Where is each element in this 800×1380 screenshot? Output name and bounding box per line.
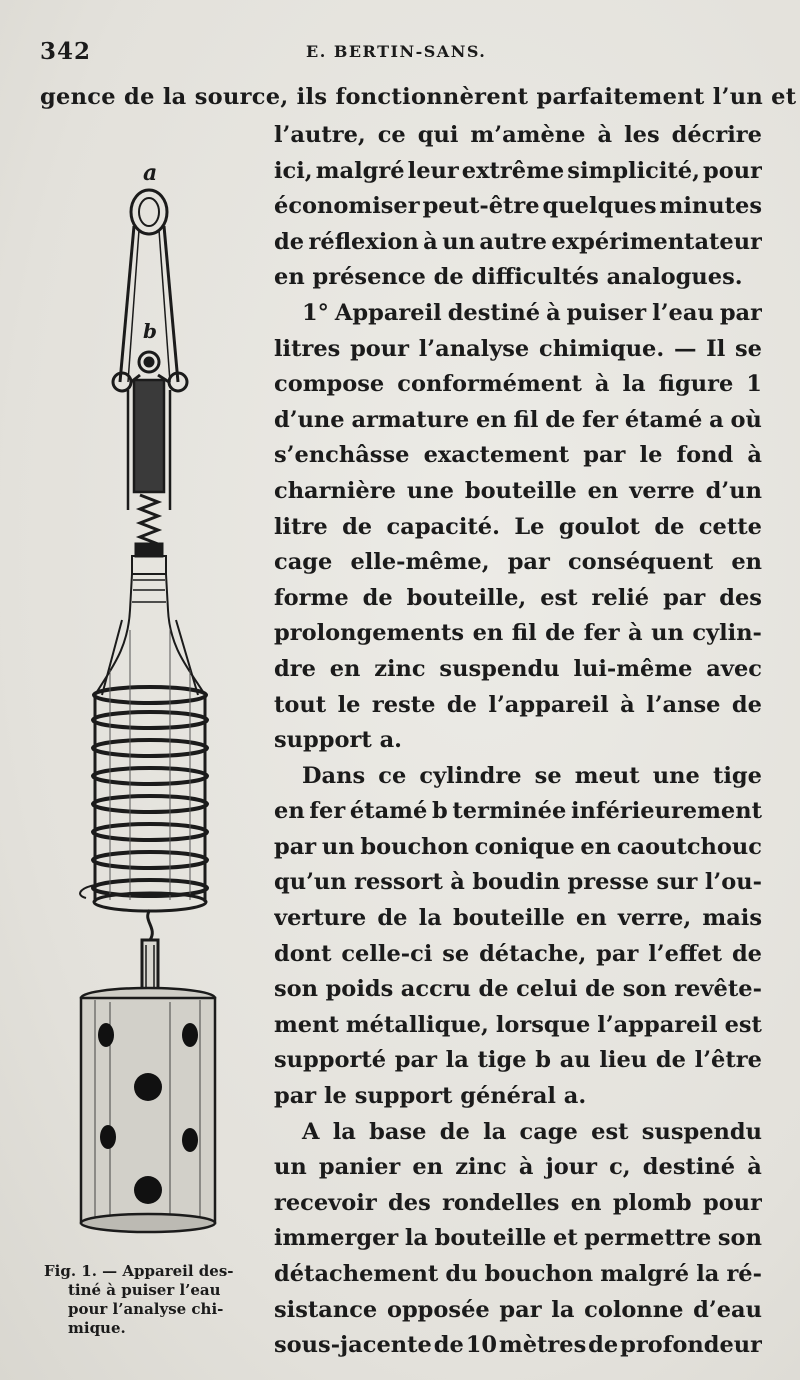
word: un	[442, 228, 475, 255]
word: la	[551, 1296, 575, 1323]
word: de	[588, 1332, 619, 1359]
word: est	[724, 1011, 762, 1038]
word: l’appareil	[488, 691, 609, 718]
text-line	[274, 1043, 762, 1079]
word: tige	[712, 762, 762, 789]
word: de	[274, 228, 305, 255]
word: de	[342, 513, 373, 540]
word: de	[545, 406, 576, 433]
word: de	[478, 976, 509, 1003]
word: A	[302, 1118, 320, 1145]
word: suspendu	[641, 1118, 762, 1145]
text-line	[274, 225, 762, 261]
word: de	[433, 1332, 464, 1359]
text-line	[274, 901, 762, 937]
word: sous-jacente	[274, 1332, 432, 1359]
word: goulot	[558, 513, 640, 540]
word: l’effet	[648, 940, 723, 967]
word: est	[591, 1118, 629, 1145]
word: celle-ci	[341, 940, 433, 967]
word: pour	[702, 1189, 762, 1216]
word: un	[651, 620, 684, 647]
word: une	[406, 477, 454, 504]
text-line	[274, 616, 762, 652]
word: en	[472, 620, 504, 647]
word: a	[709, 406, 724, 433]
word: lorsque	[495, 1011, 591, 1038]
text-line	[274, 510, 762, 546]
word: du	[445, 1261, 478, 1287]
full-width-first-line	[40, 84, 797, 110]
word: étamé	[349, 798, 428, 825]
word: prolongements	[274, 620, 465, 647]
word: supporté	[274, 1047, 387, 1074]
word: compose	[274, 371, 385, 398]
text-line	[274, 438, 762, 474]
word: mètres	[498, 1332, 587, 1359]
text-line	[274, 652, 762, 688]
word: ment	[274, 1011, 339, 1038]
word: zinc	[374, 655, 426, 682]
word: suspendu	[439, 655, 560, 682]
word: verre	[629, 477, 695, 504]
text-line	[274, 332, 762, 368]
word: armature	[351, 406, 470, 433]
word: à	[546, 299, 561, 326]
word: 1°	[302, 299, 329, 326]
first-line-text: gence de la source, ils fonctionnèrent parfaitement l’un et	[40, 84, 797, 110]
text-line: support a.	[274, 727, 402, 754]
word: en	[329, 655, 361, 682]
word: à	[620, 691, 635, 718]
word: par	[499, 1296, 542, 1323]
word: de	[585, 976, 616, 1003]
word: relié	[591, 584, 650, 611]
text-line	[274, 865, 762, 901]
word: se	[734, 335, 762, 362]
word: en	[570, 1189, 602, 1216]
word: mais	[702, 905, 762, 932]
word: la	[622, 371, 646, 398]
text-line	[274, 296, 762, 332]
word: exactement	[423, 442, 570, 469]
word: dre	[274, 655, 316, 682]
word: dont	[274, 940, 332, 967]
text-line	[274, 1293, 762, 1329]
word: b	[535, 1047, 551, 1074]
word: qu’un	[274, 869, 347, 896]
text-line: par le support général a.	[274, 1083, 587, 1110]
word: poids	[325, 976, 394, 1003]
word: d’eau	[693, 1296, 762, 1323]
word: de	[731, 691, 762, 718]
word: b	[431, 798, 448, 825]
word: à	[747, 442, 762, 469]
word: son	[622, 976, 667, 1003]
basket-hook	[142, 910, 158, 1000]
word: à	[628, 620, 643, 647]
word: la	[445, 1047, 469, 1074]
word: où	[730, 406, 762, 433]
word: à	[747, 1154, 762, 1181]
word: zinc	[455, 1154, 507, 1181]
word: bouteille	[453, 905, 565, 932]
word: forme	[274, 584, 349, 611]
text-line	[274, 1115, 762, 1151]
word: opposée	[386, 1296, 490, 1323]
word: ré-	[726, 1261, 762, 1287]
word: cylin-	[692, 620, 762, 647]
text-line	[274, 1150, 762, 1186]
word: par	[274, 833, 317, 860]
word: par	[583, 442, 626, 469]
word: en	[274, 798, 305, 825]
word: en	[576, 905, 607, 932]
word: à	[597, 122, 613, 148]
word: cage	[274, 549, 333, 576]
word: au	[559, 1047, 591, 1074]
text-line	[274, 794, 762, 830]
text-line	[274, 545, 762, 581]
word: conséquent	[567, 549, 714, 576]
word: par	[663, 584, 706, 611]
word: c,	[609, 1154, 631, 1181]
word: bouchon	[360, 833, 469, 860]
word: les	[624, 122, 660, 148]
word: son	[717, 1225, 762, 1252]
text-line	[274, 1328, 762, 1364]
word: revête-	[674, 976, 762, 1003]
word: presse	[567, 869, 650, 896]
word: la	[696, 1261, 720, 1287]
word: bouteille	[464, 477, 577, 504]
word: caoutchouc	[616, 833, 762, 860]
word: plomb	[612, 1189, 692, 1216]
figure-apparatus-illustration	[50, 150, 270, 1240]
word: fer	[582, 406, 619, 433]
word: meut	[574, 762, 640, 789]
word: l’être	[694, 1047, 762, 1074]
word: sistance	[274, 1296, 378, 1323]
word: simplicité,	[567, 157, 700, 184]
word: profondeur	[620, 1332, 762, 1359]
word: fond	[676, 442, 734, 469]
bottle-neck	[95, 556, 205, 695]
word: économiser	[274, 193, 420, 220]
word: la	[483, 1118, 507, 1145]
word: en	[731, 549, 762, 576]
text-line: en présence de difficultés analogues.	[274, 264, 743, 291]
word: Le	[514, 513, 545, 540]
word: rondelles	[442, 1189, 560, 1216]
word: de	[545, 620, 576, 647]
word: de	[439, 1118, 470, 1145]
word: un	[274, 1154, 307, 1181]
zinc-cylinder	[128, 380, 170, 510]
word: l’ou-	[704, 869, 762, 896]
word: tout	[274, 691, 327, 718]
word: cage	[519, 1118, 578, 1145]
caption-line: tiné à puiser l’eau	[68, 1281, 221, 1299]
word: sur	[656, 869, 698, 896]
text-line	[274, 403, 762, 439]
text-line	[274, 474, 762, 510]
word: fer	[583, 620, 620, 647]
word: boudin	[472, 869, 561, 896]
word: se	[534, 762, 562, 789]
coil-spring	[136, 495, 162, 556]
word: m’amène	[470, 122, 586, 148]
text-line	[274, 1257, 762, 1293]
word: cylindre	[419, 762, 522, 789]
word: à	[450, 869, 465, 896]
word: métallique,	[345, 1011, 489, 1038]
word: s’enchâsse	[274, 442, 410, 469]
word: la	[332, 1118, 356, 1145]
page-header	[40, 38, 760, 68]
text-line	[274, 937, 762, 973]
word: l’analyse	[418, 335, 530, 362]
word: charnière	[274, 477, 396, 504]
word: terminée	[452, 798, 567, 825]
word: le	[337, 691, 361, 718]
word: de	[377, 905, 408, 932]
word: 1	[746, 371, 762, 398]
word: autre	[479, 228, 547, 255]
word: permettre	[584, 1225, 712, 1252]
word: étamé	[624, 406, 703, 433]
text-line	[274, 759, 762, 795]
word: lui-même	[573, 655, 693, 682]
word: à	[423, 228, 438, 255]
word: destiné	[642, 1154, 736, 1181]
word: colonne	[584, 1296, 684, 1323]
word: destiné	[447, 299, 541, 326]
word: en	[412, 1154, 444, 1181]
word: Dans	[302, 762, 366, 789]
word: l’autre,	[274, 122, 366, 148]
running-head: E. BERTIN-SANS.	[306, 42, 487, 61]
word: elle-même,	[350, 549, 490, 576]
word: chimique.	[539, 335, 665, 362]
word: expérimentateur	[551, 228, 762, 255]
word: une	[652, 762, 700, 789]
word: capacité.	[386, 513, 500, 540]
word: ce	[377, 122, 406, 148]
text-line	[274, 972, 762, 1008]
word: —	[673, 335, 697, 362]
word: 10	[465, 1332, 497, 1359]
word: jour	[545, 1154, 597, 1181]
word: ici,	[274, 157, 313, 184]
text-line	[274, 154, 762, 190]
word: un	[321, 833, 355, 860]
word: des	[719, 584, 762, 611]
word: l’appareil	[597, 1011, 718, 1038]
word: avec	[706, 655, 762, 682]
word: conique	[474, 833, 575, 860]
figure-label-b: b	[143, 319, 157, 343]
word: d’une	[274, 406, 345, 433]
word: en	[580, 833, 612, 860]
word: minutes	[659, 193, 762, 220]
word: base	[369, 1118, 427, 1145]
word: accru	[400, 976, 471, 1003]
word: son	[274, 976, 319, 1003]
word: l’eau	[652, 299, 714, 326]
word: litre	[274, 513, 328, 540]
text-line	[274, 118, 762, 154]
word: est	[540, 584, 578, 611]
word: qui	[417, 122, 459, 148]
word: détachement	[274, 1261, 439, 1287]
word: de	[654, 513, 685, 540]
word: et	[552, 1225, 578, 1252]
word: à	[518, 1154, 534, 1181]
word: d’un	[705, 477, 762, 504]
word: pour	[703, 157, 762, 184]
word: la	[418, 905, 442, 932]
word: l’anse	[646, 691, 721, 718]
word: celui	[516, 976, 578, 1003]
text-line	[274, 1221, 762, 1257]
caption-line: Fig. 1. — Appareil des-	[44, 1262, 234, 1280]
word: réflexion	[308, 228, 419, 255]
word: en	[587, 477, 619, 504]
text-line	[274, 189, 762, 225]
text-line	[274, 581, 762, 617]
word: à	[594, 371, 610, 398]
word: malgré	[315, 157, 405, 184]
word: fer	[309, 798, 346, 825]
word: se	[442, 940, 470, 967]
word: des	[388, 1189, 431, 1216]
word: fil	[511, 620, 537, 647]
word: lieu	[599, 1047, 648, 1074]
word: par	[719, 299, 762, 326]
word: quelques	[542, 193, 657, 220]
word: peut-être	[422, 193, 540, 220]
word: leur	[407, 157, 459, 184]
word: par	[596, 940, 639, 967]
figure-label-a: a	[143, 160, 158, 186]
word: le	[639, 442, 663, 469]
word: bouteille,	[406, 584, 527, 611]
word: détache,	[479, 940, 587, 967]
word: tige	[477, 1047, 527, 1074]
bottle-cage	[80, 620, 207, 911]
word: verre,	[617, 905, 692, 932]
zinc-basket	[81, 988, 215, 1232]
word: Il	[706, 335, 726, 362]
word: en	[476, 406, 507, 433]
word: reste	[371, 691, 436, 718]
word: par	[507, 549, 550, 576]
text-line	[274, 367, 762, 403]
word: de	[446, 691, 477, 718]
text-line	[274, 1008, 762, 1044]
word: conformément	[397, 371, 582, 398]
word: pour	[350, 335, 410, 362]
word: immerger	[274, 1225, 399, 1252]
caption-line: mique.	[68, 1319, 126, 1337]
word: de	[655, 1047, 686, 1074]
word: la	[404, 1225, 428, 1252]
word: verture	[274, 905, 367, 932]
word: bouchon	[484, 1261, 594, 1287]
word: ressort	[354, 869, 443, 896]
text-line	[274, 688, 762, 724]
text-column	[274, 118, 762, 1364]
word: litres	[274, 335, 341, 362]
word: malgré	[600, 1261, 690, 1287]
word: décrire	[671, 122, 762, 148]
word: de	[362, 584, 393, 611]
text-line	[274, 830, 762, 866]
caption-line: pour l’analyse chi-	[68, 1300, 224, 1318]
word: extrême	[461, 157, 565, 184]
word: inférieurement	[570, 798, 762, 825]
word: Appareil	[334, 299, 442, 326]
word: cette	[698, 513, 762, 540]
word: panier	[318, 1154, 401, 1181]
word: fil	[513, 406, 539, 433]
word: bouteille	[434, 1225, 547, 1252]
page-number: 342	[40, 38, 92, 65]
word: figure	[658, 371, 734, 398]
word: puiser	[566, 299, 647, 326]
figure-caption	[44, 1262, 266, 1338]
word: de	[731, 940, 762, 967]
word: par	[394, 1047, 437, 1074]
text-line	[274, 1186, 762, 1222]
word: recevoir	[274, 1189, 377, 1216]
word: ce	[378, 762, 407, 789]
